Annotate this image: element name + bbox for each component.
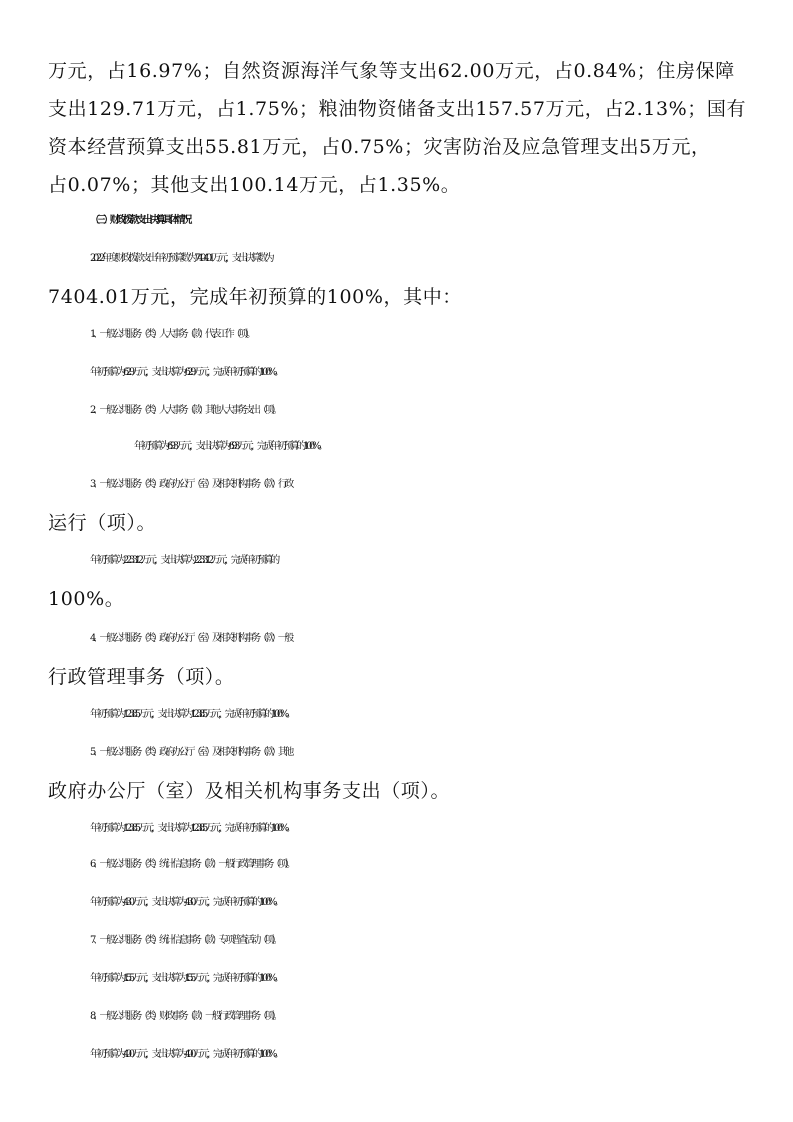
- text-line: 占0.07%；其他支出100.14万元，占1.35%。: [48, 174, 461, 196]
- item-title: 8、一般公共服务（类）财政事务（款）一般行政管理事务（项）。: [90, 1011, 280, 1022]
- text-line: 7404.01万元，完成年初预算的100%，其中：: [48, 286, 462, 308]
- item-title-cont: 行政管理事务（项）。: [48, 666, 235, 688]
- item-detail: 年初预算为123.85万元，支出决算为123.85万元，完成年初预算的100%。: [90, 709, 293, 720]
- item-detail: 年初预算为4.00万元，支出决算为4.00万元，完成年初预算的100%。: [90, 1049, 281, 1060]
- item-title: 2、一般公共服务（类）人大事务（款） 其他人大事务支出（项）。: [90, 405, 280, 416]
- item-title-cont: 运行（项）。: [48, 512, 157, 534]
- item-detail: 年初预算为4.30万元，支出决算为4.30万元，完成年初预算的100%。: [90, 897, 281, 908]
- text-line: 2022年度财政拨款支出年初预算数为7404.01万元，支出决算数为: [90, 253, 272, 264]
- item-detail: 年初预算为2233.12万元，支出决算为2233.12万元，完成年初预算的: [90, 555, 277, 566]
- text-line: 万元，占16.97%；自然资源海洋气象等支出62.00万元，占0.84%；住房保障: [48, 60, 735, 82]
- item-detail: 年初预算为1.55万元，支出决算为1.55万元，完成年初预算的100%。: [90, 973, 281, 984]
- item-title: 6、一般公共服务（类）统计信息事务（款）一般行政管理事务（项）。: [90, 859, 293, 870]
- item-detail: 年初预算为6.29万元，支出决算为6.29万元，完成年初预算的100%。: [90, 367, 281, 378]
- item-title: 1、一般公共服务（类）人大事务（款） 代表工作（项）。: [90, 329, 253, 340]
- item-title: 7、一般公共服务（类）统计信息事务（款）专项普查活动（项）。: [90, 935, 280, 946]
- section-heading: （三）财政拨款支出决算具体情况: [90, 215, 189, 226]
- item-title: 4、一般公共服务（类）政府办公厅（室）及相关机构事务（款）一般: [90, 633, 291, 644]
- text-line: 支出129.71万元，占1.75%；粮油物资储备支出157.57万元，占2.13%；国有: [48, 98, 747, 120]
- item-title-cont: 政府办公厅（室）及相关机构事务支出（项）。: [48, 780, 451, 802]
- item-detail-cont: 100%。: [48, 588, 125, 610]
- text-line: 资本经营预算支出55.81万元，占0.75%；灾害防治及应急管理支出5万元，: [48, 136, 711, 158]
- item-detail: 年初预算为6.93万元，支出决算为6.93万元，完成年初预算的100%。: [134, 441, 325, 452]
- item-title: 3、一般公共服务（类）政府办公厅（室）及相关机构事务（款）行政: [90, 479, 291, 490]
- item-title: 5、一般公共服务（类）政府办公厅（室）及相关机构事务（款）其他: [90, 747, 291, 758]
- item-detail: 年初预算为123.85万元，支出决算为123.85万元，完成年初预算的100%。: [90, 823, 293, 834]
